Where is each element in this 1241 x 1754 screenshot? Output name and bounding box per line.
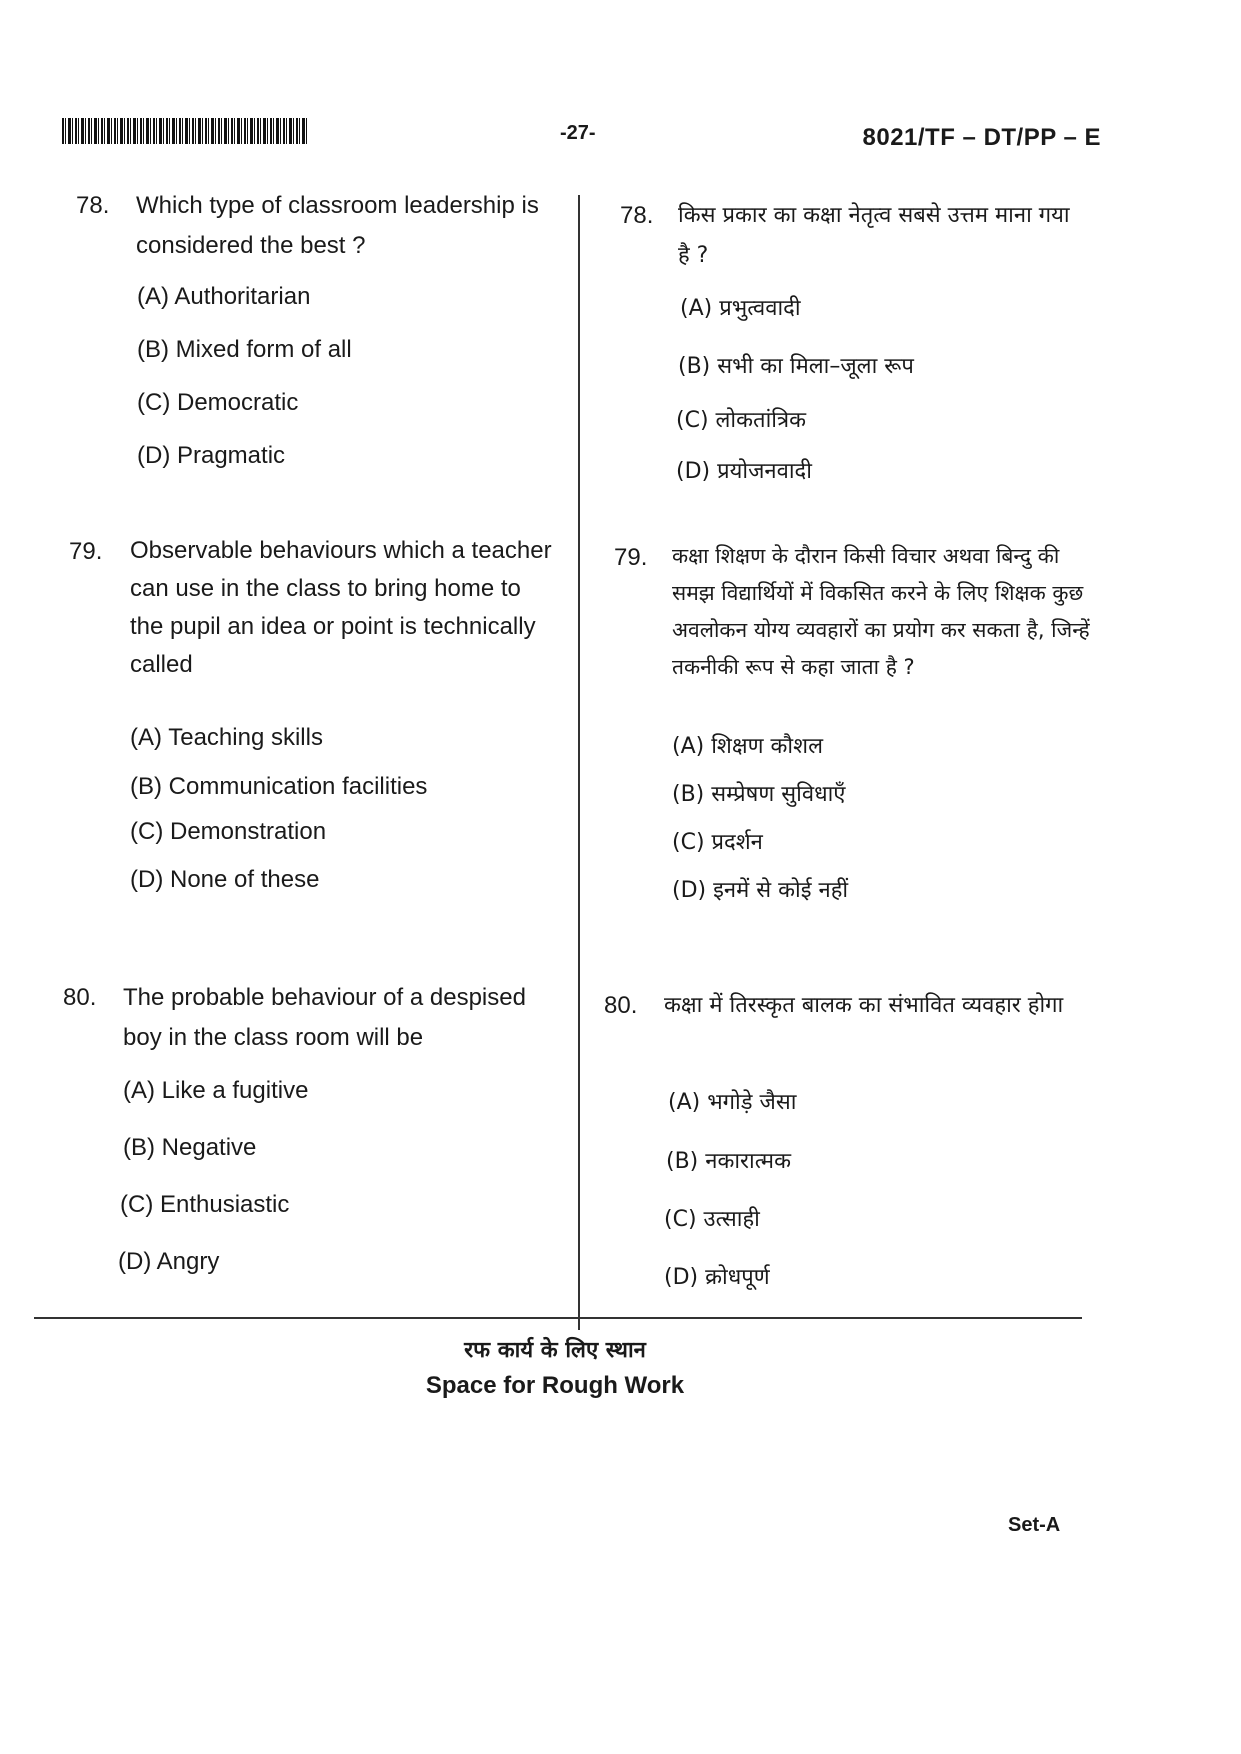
page-number: -27- <box>560 122 596 144</box>
question-number: 78. <box>620 202 654 229</box>
option-c: (C) Demonstration <box>130 818 327 845</box>
question-text: कक्षा शिक्षण के दौरान किसी विचार अथवा बिन्दु की समझ विद्यार्थियों में विकसित करने के लिए शिक्षक कुछ अवलोकन योग्य व्यवहारों का प्रयोग कर सकता है, जिन्हें तकनीकी रूप से कहा जाता है ? <box>672 544 1090 679</box>
question-text: The probable behaviour of a despised boy in the class room will be <box>123 984 526 1051</box>
question-number: 80. <box>604 992 638 1019</box>
option-d: (D) Pragmatic <box>137 442 286 469</box>
option-d: (D) Angry <box>118 1248 220 1275</box>
bottom-rule <box>34 1317 1082 1319</box>
option-c: (C) प्रदर्शन <box>672 830 763 855</box>
option-a: (A) Authoritarian <box>137 283 311 310</box>
question-number: 79. <box>69 538 103 565</box>
option-d: (D) प्रयोजनवादी <box>676 459 812 484</box>
option-b: (B) Negative <box>123 1134 257 1161</box>
option-a: (A) Like a fugitive <box>123 1077 309 1104</box>
question-text: कक्षा में तिरस्कृत बालक का संभावित व्यवहार होगा <box>664 993 1064 1018</box>
question-number: 78. <box>76 192 110 219</box>
column-divider <box>578 195 580 1330</box>
barcode <box>62 118 309 144</box>
rough-work-label-english: Space for Rough Work <box>425 1372 685 1399</box>
set-label: Set-A <box>1008 1514 1061 1536</box>
rough-work-label-hindi: रफ कार्य के लिए स्थान <box>464 1338 646 1363</box>
option-d: (D) इनमें से कोई नहीं <box>672 878 849 903</box>
paper-code: 8021/TF – DT/PP – E <box>862 124 1101 151</box>
option-a: (A) भगोड़े जैसा <box>668 1090 797 1115</box>
option-d: (D) क्रोधपूर्ण <box>664 1265 770 1290</box>
option-d: (D) None of these <box>130 866 320 893</box>
option-c: (C) Enthusiastic <box>120 1191 290 1218</box>
option-b: (B) नकारात्मक <box>666 1149 791 1174</box>
option-b: (B) सभी का मिला–जूला रूप <box>678 354 914 379</box>
option-b: (B) सम्प्रेषण सुविधाएँ <box>672 782 846 807</box>
question-text: Observable behaviours which a teacher can use in the class to bring home to the pupil an idea or point is technically called <box>130 537 552 678</box>
question-number: 79. <box>614 544 648 571</box>
option-b: (B) Mixed form of all <box>137 336 352 363</box>
option-a: (A) शिक्षण कौशल <box>672 734 824 759</box>
question-number: 80. <box>63 984 97 1011</box>
question-text: Which type of classroom leadership is considered the best ? <box>136 192 539 259</box>
option-a: (A) प्रभुत्ववादी <box>680 296 801 321</box>
option-c: (C) उत्साही <box>664 1207 760 1232</box>
option-a: (A) Teaching skills <box>130 724 323 751</box>
option-b: (B) Communication facilities <box>130 773 428 800</box>
question-text: किस प्रकार का कक्षा नेतृत्व सबसे उत्तम माना गया है ? <box>678 203 1070 268</box>
option-c: (C) लोकतांत्रिक <box>676 408 807 433</box>
option-c: (C) Democratic <box>137 389 299 416</box>
